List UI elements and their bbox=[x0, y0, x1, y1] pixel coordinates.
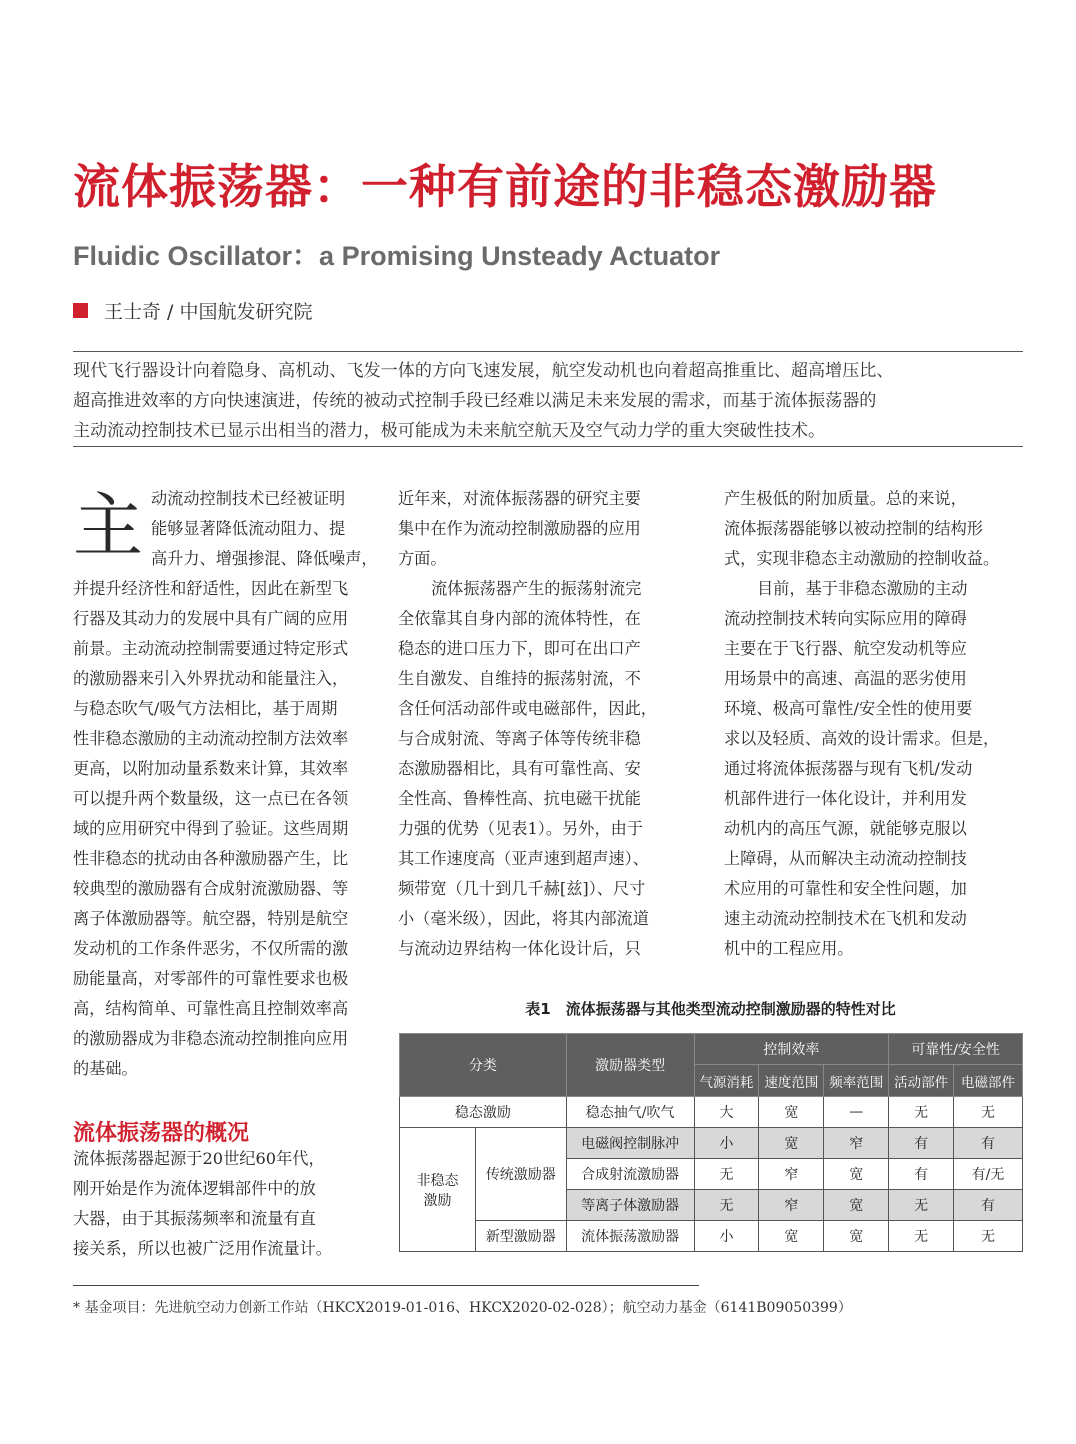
table-cell: 有 bbox=[889, 1159, 954, 1190]
abstract bbox=[73, 356, 1025, 446]
abstract-line: 主动流动控制技术已显示出相当的潜力，极可能成为未来航空航天及空气动力学的重大突破性技术。 bbox=[73, 421, 826, 441]
table-cell: 窄 bbox=[759, 1190, 824, 1221]
body-text-line: 全性高、鲁棒性高、抗电磁干扰能 bbox=[398, 789, 641, 808]
drop-cap: 主 bbox=[73, 485, 143, 567]
body-text-line: 的基础。 bbox=[73, 1059, 138, 1078]
category-traditional: 传统激励器 bbox=[475, 1128, 566, 1221]
header-sub: 电磁部件 bbox=[954, 1065, 1023, 1097]
body-text-line: 的激励器来引入外界扰动和能量注入， bbox=[73, 669, 349, 688]
body-text-line: 术应用的可靠性和安全性问题，加 bbox=[724, 879, 967, 898]
table-cell: 宽 bbox=[759, 1128, 824, 1159]
table-caption: 表1 流体振荡器与其他类型流动控制激励器的特性对比 bbox=[525, 1000, 896, 1018]
body-text-line: 其工作速度高（亚声速到超声速）、 bbox=[398, 849, 649, 868]
body-column-2 bbox=[398, 484, 700, 964]
body-text-line: 频带宽（几十到几千赫[兹]）、尺寸 bbox=[398, 879, 646, 898]
footnote-rule bbox=[73, 1285, 699, 1286]
body-text-line: 更高，以附加动量系数来计算，其效率 bbox=[73, 759, 349, 778]
red-square-icon bbox=[73, 303, 88, 318]
body-text-line: 环境、极高可靠性/安全性的使用要 bbox=[724, 699, 973, 718]
body-text-line: 前景。主动流动控制需要通过特定形式 bbox=[73, 639, 349, 658]
author-text: 王士奇 / 中国航发研究院 bbox=[104, 301, 313, 323]
table-cell: 宽 bbox=[824, 1221, 889, 1252]
header-sub: 频率范围 bbox=[824, 1065, 889, 1097]
body-text-line: 上障碍，从而解决主动流动控制技 bbox=[724, 849, 967, 868]
table-cell: — bbox=[824, 1097, 889, 1128]
table-cell: 无 bbox=[954, 1221, 1023, 1252]
table-cell: 无 bbox=[694, 1190, 759, 1221]
table-cell: 窄 bbox=[759, 1159, 824, 1190]
table-row bbox=[400, 1128, 1023, 1159]
actuator-type-cell: 等离子体激励器 bbox=[566, 1190, 694, 1221]
body-text-line: 励能量高，对零部件的可靠性要求也极 bbox=[73, 969, 349, 988]
body-text-line: 目前，基于非稳态激励的主动 bbox=[757, 579, 968, 598]
body-text-line: 速主动流动控制技术在飞机和发动 bbox=[724, 909, 967, 928]
abstract-line: 现代飞行器设计向着隐身、高机动、飞发一体的方向飞速发展，航空发动机也向着超高推重比、超高增压比、 bbox=[73, 361, 894, 381]
header-efficiency: 控制效率 bbox=[694, 1034, 889, 1065]
header-sub: 速度范围 bbox=[759, 1065, 824, 1097]
body-text-line: 并提升经济性和舒适性，因此在新型飞 bbox=[73, 579, 349, 598]
table-cell: 大 bbox=[694, 1097, 759, 1128]
body-text-line: 大器，由于其振荡频率和流量有直 bbox=[73, 1209, 316, 1228]
footnote: * 基金项目：先进航空动力创新工作站（HKCX2019-01-016、HKCX2020-02-028）；航空动力基金（6141B09050399） bbox=[73, 1300, 852, 1316]
body-text-line: 高，结构简单、可靠性高且控制效率高 bbox=[73, 999, 349, 1018]
body-column-1 bbox=[73, 484, 378, 1084]
body-text-line: 流体振荡器能够以被动控制的结构形 bbox=[724, 519, 983, 538]
body-text-line: 离子体激励器等。航空器，特别是航空 bbox=[73, 909, 349, 928]
table-cell: 有 bbox=[889, 1128, 954, 1159]
body-text-line: 域的应用研究中得到了验证。这些周期 bbox=[73, 819, 349, 838]
header-sub: 气源消耗 bbox=[694, 1065, 759, 1097]
abstract-top-rule bbox=[73, 351, 1023, 352]
body-column-3 bbox=[724, 484, 1024, 964]
body-text-line: 的激励器成为非稳态流动控制推向应用 bbox=[73, 1029, 349, 1048]
body-text-line: 动机内的高压气源，就能够克服以 bbox=[724, 819, 967, 838]
body-text-line: 可以提升两个数量级，这一点已在各领 bbox=[73, 789, 349, 808]
article-title: 流体振荡器：一种有前途的非稳态激励器 bbox=[73, 160, 937, 215]
category-steady: 稳态激励 bbox=[400, 1097, 567, 1128]
article-subtitle: Fluidic Oscillator：a Promising Unsteady Actuator bbox=[73, 241, 721, 271]
table-cell: 宽 bbox=[824, 1190, 889, 1221]
abstract-bottom-rule bbox=[73, 446, 1023, 447]
body-column-1-continued bbox=[73, 1144, 373, 1264]
actuator-type-cell: 流体振荡激励器 bbox=[566, 1221, 694, 1252]
body-text-line: 能够显著降低流动阻力、提 bbox=[151, 519, 346, 538]
table-cell: 无 bbox=[694, 1159, 759, 1190]
body-text-line: 求以及轻质、高效的设计需求。但是， bbox=[724, 729, 1000, 748]
body-text-line: 动流动控制技术已经被证明 bbox=[151, 489, 346, 508]
body-text-line: 含任何活动部件或电磁部件，因此， bbox=[398, 699, 657, 718]
body-text-line: 性非稳态激励的主动流动控制方法效率 bbox=[73, 729, 349, 748]
body-text-line: 主要在于飞行器、航空发动机等应 bbox=[724, 639, 967, 658]
table-row bbox=[400, 1221, 1023, 1252]
body-text-line: 接关系，所以也被广泛用作流量计。 bbox=[73, 1239, 332, 1258]
table-cell: 有 bbox=[954, 1190, 1023, 1221]
table-cell: 宽 bbox=[824, 1159, 889, 1190]
table-cell: 小 bbox=[694, 1221, 759, 1252]
body-text-line: 刚开始是作为流体逻辑部件中的放 bbox=[73, 1179, 316, 1198]
body-text-line: 通过将流体振荡器与现有飞机/发动 bbox=[724, 759, 973, 778]
table-cell: 无 bbox=[889, 1097, 954, 1128]
body-text-line: 集中在作为流动控制激励器的应用 bbox=[398, 519, 641, 538]
body-text-line: 行器及其动力的发展中具有广阔的应用 bbox=[73, 609, 349, 628]
table-cell: 无 bbox=[889, 1221, 954, 1252]
table-row bbox=[400, 1097, 1023, 1128]
comparison-table bbox=[399, 1033, 1023, 1252]
body-text-line: 机中的工程应用。 bbox=[724, 939, 854, 958]
body-text-line: 用场景中的高速、高温的恶劣使用 bbox=[724, 669, 967, 688]
header-actuator-type: 激励器类型 bbox=[566, 1034, 694, 1097]
category-unsteady: 非稳态激励 bbox=[400, 1128, 476, 1252]
body-text-line: 态激励器相比，具有可靠性高、安 bbox=[398, 759, 641, 778]
table-cell: 有/无 bbox=[954, 1159, 1023, 1190]
table-cell: 有 bbox=[954, 1128, 1023, 1159]
actuator-type-cell: 合成射流激励器 bbox=[566, 1159, 694, 1190]
body-text-line: 流体振荡器产生的振荡射流完 bbox=[431, 579, 642, 598]
author-line bbox=[73, 297, 312, 324]
body-text-line: 式，实现非稳态主动激励的控制收益。 bbox=[724, 549, 1000, 568]
actuator-type-cell: 电磁阀控制脉冲 bbox=[566, 1128, 694, 1159]
body-text-line: 发动机的工作条件恶劣，不仅所需的激 bbox=[73, 939, 349, 958]
body-text-line: 全依靠其自身内部的流体特性，在 bbox=[398, 609, 641, 628]
table-cell: 小 bbox=[694, 1128, 759, 1159]
section-heading: 流体振荡器的概况 bbox=[73, 1121, 250, 1146]
table-cell: 宽 bbox=[759, 1097, 824, 1128]
body-text-line: 稳态的进口压力下，即可在出口产 bbox=[398, 639, 641, 658]
body-text-line: 流动控制技术转向实际应用的障碍 bbox=[724, 609, 967, 628]
body-text-line: 力强的优势（见表1）。另外，由于 bbox=[398, 819, 644, 838]
body-text-line: 流体振荡器起源于20世纪60年代， bbox=[73, 1149, 325, 1168]
abstract-line: 超高推进效率的方向快速演进，传统的被动式控制手段已经难以满足未来发展的需求，而基于流体振荡器的 bbox=[73, 391, 877, 411]
header-category: 分类 bbox=[400, 1034, 567, 1097]
table-cell: 窄 bbox=[824, 1128, 889, 1159]
body-text-line: 与合成射流、等离子体等传统非稳 bbox=[398, 729, 641, 748]
header-reliability: 可靠性/安全性 bbox=[889, 1034, 1023, 1065]
body-text-line: 高升力、增强掺混、降低噪声， bbox=[151, 549, 378, 568]
body-text-line: 较典型的激励器有合成射流激励器、等 bbox=[73, 879, 349, 898]
category-novel: 新型激励器 bbox=[475, 1221, 566, 1252]
body-text-line: 生自激发、自维持的振荡射流，不 bbox=[398, 669, 641, 688]
body-text-line: 性非稳态的扰动由各种激励器产生，比 bbox=[73, 849, 349, 868]
actuator-type-cell: 稳态抽气/吹气 bbox=[566, 1097, 694, 1128]
body-text-line: 与稳态吹气/吸气方法相比，基于周期 bbox=[73, 699, 338, 718]
table-cell: 无 bbox=[889, 1190, 954, 1221]
body-text-line: 与流动边界结构一体化设计后，只 bbox=[398, 939, 641, 958]
table-cell: 宽 bbox=[759, 1221, 824, 1252]
table-cell: 无 bbox=[954, 1097, 1023, 1128]
body-text-line: 机部件进行一体化设计，并利用发 bbox=[724, 789, 967, 808]
header-sub: 活动部件 bbox=[889, 1065, 954, 1097]
body-text-line: 方面。 bbox=[398, 549, 447, 568]
body-text-line: 产生极低的附加质量。总的来说， bbox=[724, 489, 967, 508]
body-text-line: 小（毫米级），因此，将其内部流道 bbox=[398, 909, 649, 928]
body-text-line: 近年来，对流体振荡器的研究主要 bbox=[398, 489, 641, 508]
